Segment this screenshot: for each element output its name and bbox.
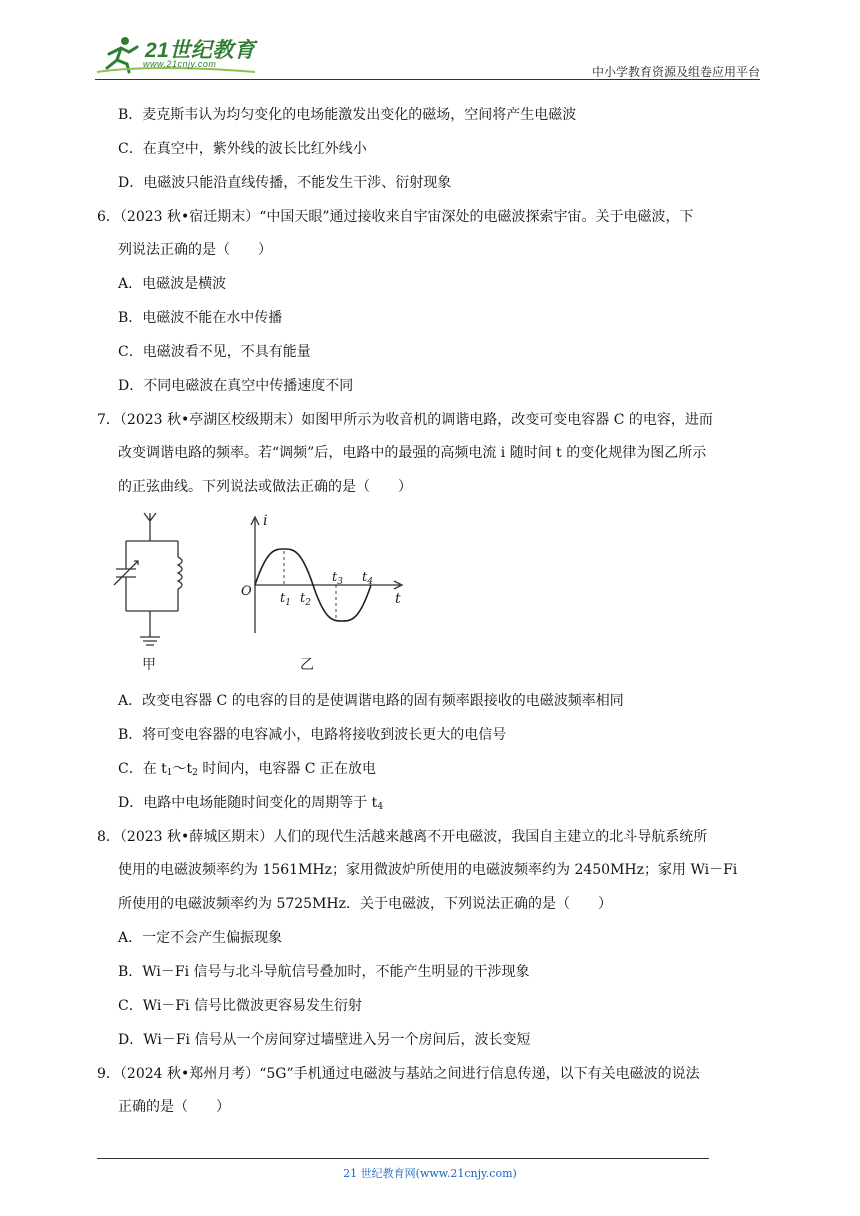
q7-stem-line3: 的正弦曲线。下列说法或做法正确的是（ ） (118, 479, 412, 495)
q7-stem-line1: 7．（2023 秋•亭湖区校级期末）如图甲所示为收音机的调谐电路，改变可变电容器 C 的电容，进而 (97, 412, 713, 428)
q5-option-c: C．在真空中，紫外线的波长比红外线小 (118, 141, 367, 157)
q6-option-d: D．不同电磁波在真空中传播速度不同 (118, 378, 354, 394)
axis-i-label: i (263, 513, 268, 529)
tuning-circuit-diagram (114, 513, 182, 645)
page-header (95, 30, 760, 80)
platform-title: 中小学教育资源及组卷应用平台 (591, 65, 760, 79)
footer-link[interactable]: 21 世纪教育网(www.21cnjy.com) (343, 1167, 517, 1180)
q8-stem-line1: 8．（2023 秋•薛城区期末）人们的现代生活越来越离不开电磁波，我国自主建立的北斗导航系统所 (97, 829, 708, 845)
q7-option-c: C．在 $t_1\sim t_2$ 时间内，电容器 C 正在放电 (118, 761, 376, 778)
figure-label-yi: 乙 (300, 657, 314, 673)
q6-stem-line2: 列说法正确的是（ ） (118, 242, 272, 258)
q7-figure (110, 505, 410, 675)
logo-url: www.21cnjy.com (143, 59, 217, 69)
q8-stem-line2: 使用的电磁波频率约为 1561MHz；家用微波炉所使用的电磁波频率约为 2450MHz；家用 Wi－Fi (118, 862, 738, 878)
q9-stem-line1: 9．（2024 秋•郑州月考）“5G”手机通过电磁波与基站之间进行信息传递，以下有关电磁波的说法 (97, 1066, 700, 1082)
q8-option-c: C．Wi－Fi 信号比微波更容易发生衍射 (118, 998, 362, 1014)
q8-option-d: D．Wi－Fi 信号从一个房间穿过墙壁进入另一个房间后，波长变短 (118, 1032, 531, 1048)
t1-label: $t_1$ (280, 591, 291, 608)
q7-option-b: B．将可变电容器的电容减小，电路将接收到波长更大的电信号 (118, 727, 507, 743)
q9-stem-line2: 正确的是（ ） (118, 1099, 230, 1115)
t4-label: $t_4$ (362, 570, 373, 587)
q7-option-d: D．电路中电场能随时间变化的周期等于 $t_4$ (118, 795, 384, 812)
q8-stem-line3: 所使用的电磁波频率约为 5725MHz．关于电磁波，下列说法正确的是（ ） (118, 896, 612, 912)
figure-label-jia: 甲 (142, 657, 156, 673)
footer-divider (97, 1158, 709, 1159)
sine-current-graph (251, 517, 402, 633)
q8-option-b: B．Wi－Fi 信号与北斗导航信号叠加时，不能产生明显的干涉现象 (118, 964, 530, 980)
q5-option-d: D．电磁波只能沿直线传播，不能发生干涉、衍射现象 (118, 175, 452, 191)
q5-option-b: B．麦克斯韦认为均匀变化的电场能激发出变化的磁场，空间将产生电磁波 (118, 107, 577, 123)
q7-option-a: A．改变电容器 C 的电容的目的是使调谐电路的固有频率跟接收的电磁波频率相同 (118, 693, 624, 709)
axis-t-label: t (395, 591, 401, 607)
header-divider (95, 79, 760, 80)
logo-text: 21世纪教育 (145, 39, 256, 62)
t3-label: $t_3$ (332, 570, 343, 587)
q7-stem-line2: 改变调谐电路的频率。若“调频”后，电路中的最强的高频电流 i 随时间 t 的变化规律为图乙所示 (118, 445, 707, 461)
q6-option-c: C．电磁波看不见，不具有能量 (118, 344, 311, 360)
q8-option-a: A．一定不会产生偏振现象 (118, 930, 283, 946)
q6-option-b: B．电磁波不能在水中传播 (118, 310, 283, 326)
origin-label: O (241, 584, 252, 599)
q6-option-a: A．电磁波是横波 (118, 276, 227, 292)
t2-label: $t_2$ (300, 591, 311, 608)
q6-stem-line1: 6．（2023 秋•宿迁期末）“中国天眼”通过接收来自宇宙深处的电磁波探索宇宙。关于电磁波，下 (97, 209, 694, 225)
